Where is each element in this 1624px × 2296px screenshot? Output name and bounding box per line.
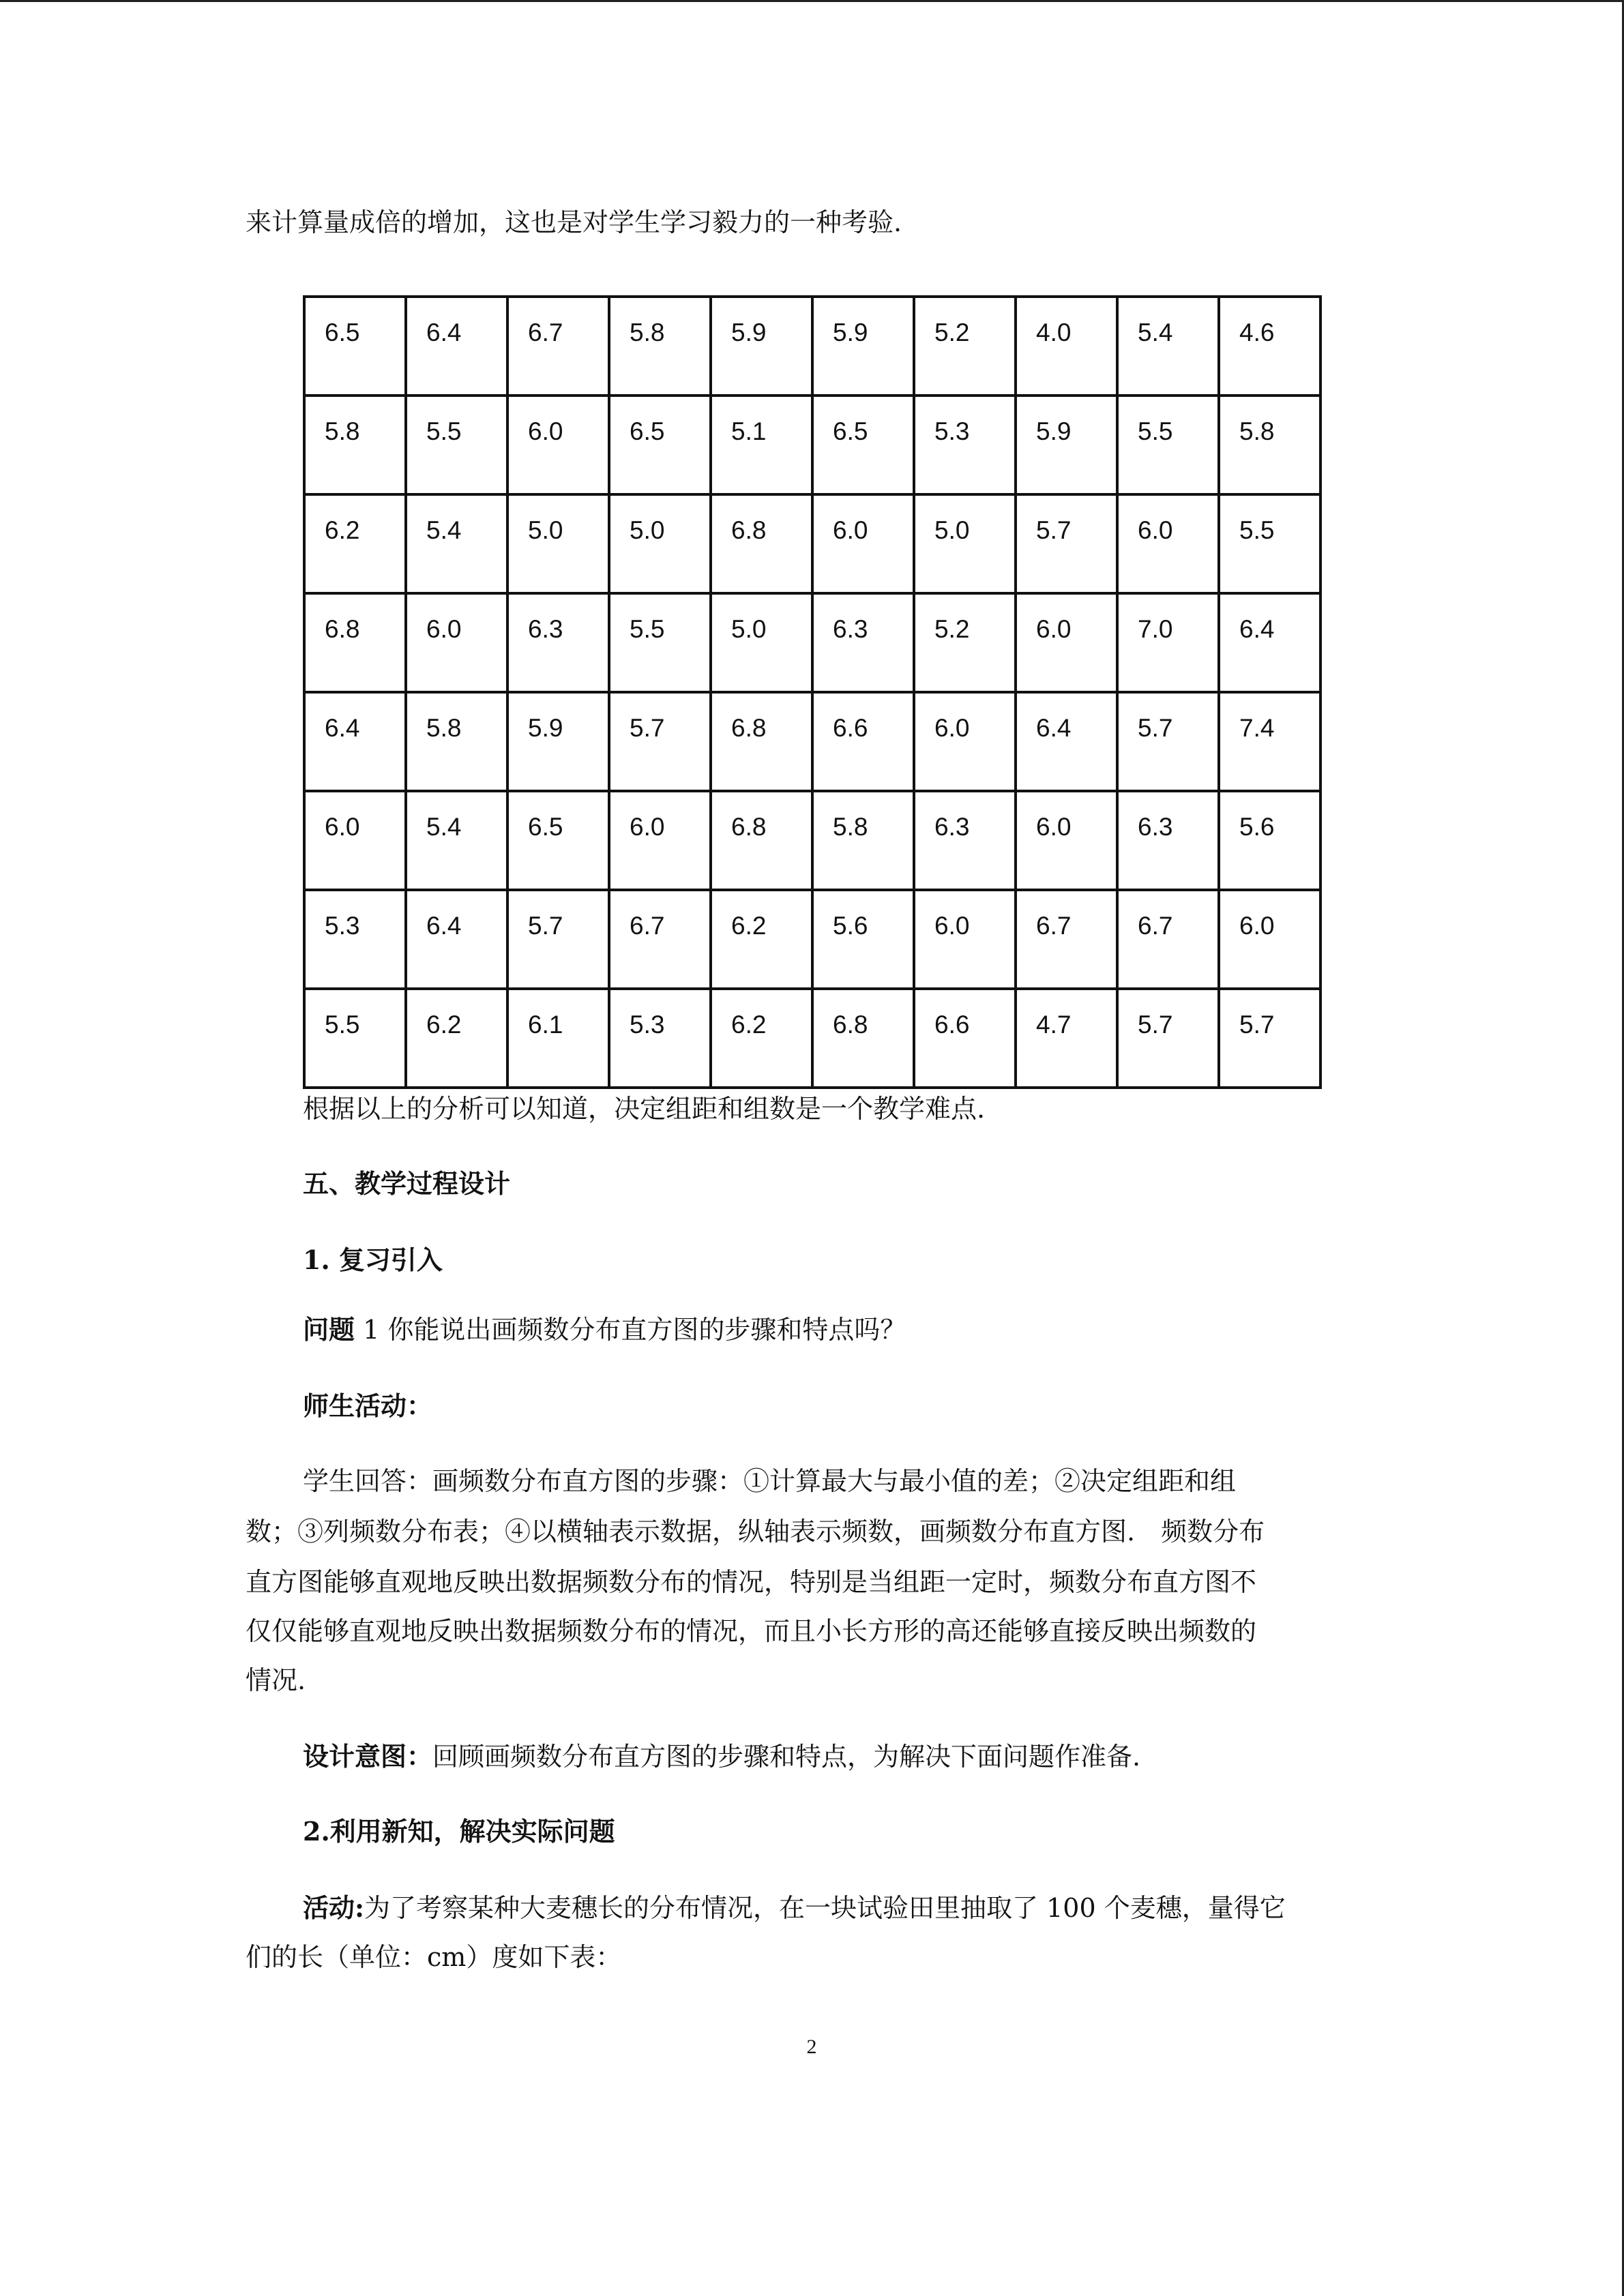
table-cell: 6.4 (1016, 692, 1117, 791)
table-row (304, 494, 1320, 593)
table-cell: 5.8 (609, 297, 711, 396)
table-cell: 6.6 (914, 989, 1016, 1088)
table-cell: 5.7 (507, 890, 609, 989)
table-cell: 6.0 (812, 494, 914, 593)
table-cell: 5.9 (812, 297, 914, 396)
table-cell: 6.4 (1219, 593, 1320, 692)
design-label: 设计意图： (303, 1741, 433, 1772)
question-text: 1 你能说出画频数分布直方图的步骤和特点吗？ (355, 1315, 906, 1345)
table-cell: 6.7 (1117, 890, 1219, 989)
wheat-length-table (303, 295, 1322, 1089)
table-cell: 5.7 (1219, 989, 1320, 1088)
table-cell: 6.0 (1016, 791, 1117, 890)
table-cell: 6.4 (304, 692, 406, 791)
table-cell: 5.9 (711, 297, 812, 396)
table-cell: 6.7 (609, 890, 711, 989)
subsection-two-heading: 2.利用新知，解决实际问题 (303, 1816, 615, 1847)
table-cell: 6.5 (507, 791, 609, 890)
table-cell: 5.3 (914, 396, 1016, 494)
section-five-heading: 五、教学过程设计 (303, 1168, 511, 1199)
table-row (304, 791, 1320, 890)
table-cell: 5.7 (1117, 989, 1219, 1088)
table-cell: 5.9 (507, 692, 609, 791)
table-cell: 6.2 (711, 989, 812, 1088)
table-cell: 5.4 (406, 791, 507, 890)
table-cell: 5.6 (812, 890, 914, 989)
activity-paragraph-line-2: 们的长（单位：cm）度如下表： (246, 1942, 622, 1972)
table-row (304, 297, 1320, 396)
table-cell: 6.0 (304, 791, 406, 890)
after-table-paragraph: 根据以上的分析可以知道，决定组距和组数是一个教学难点. (303, 1094, 986, 1124)
table-cell: 6.0 (914, 890, 1016, 989)
table-cell: 5.5 (609, 593, 711, 692)
table-row (304, 396, 1320, 494)
subsection-one-heading: 1. 复习引入 (303, 1244, 443, 1275)
table-cell: 6.0 (1016, 593, 1117, 692)
table-cell: 5.3 (609, 989, 711, 1088)
table-cell: 6.4 (406, 297, 507, 396)
table-body (304, 297, 1320, 1088)
table-cell: 6.2 (304, 494, 406, 593)
table-cell: 6.0 (914, 692, 1016, 791)
table-cell: 6.6 (812, 692, 914, 791)
table-cell: 5.5 (1219, 494, 1320, 593)
answer-line-3: 直方图能够直观地反映出数据频数分布的情况，特别是当组距一定时，频数分布直方图不 (246, 1567, 1257, 1597)
table-cell: 6.8 (711, 791, 812, 890)
table-cell: 5.6 (1219, 791, 1320, 890)
activity-label: 活动: (303, 1892, 365, 1923)
table-cell: 5.8 (812, 791, 914, 890)
intro-continuation: 来计算量成倍的增加，这也是对学生学习毅力的一种考验. (246, 207, 902, 237)
table-cell: 6.0 (406, 593, 507, 692)
table-row (304, 692, 1320, 791)
page-border-top (0, 0, 1624, 2)
table-cell: 6.0 (1219, 890, 1320, 989)
table-cell: 5.5 (304, 989, 406, 1088)
page-number: 2 (806, 2036, 817, 2058)
table-cell: 5.4 (406, 494, 507, 593)
table-cell: 5.0 (507, 494, 609, 593)
design-intent (303, 1736, 1140, 1777)
table-cell: 5.7 (1117, 692, 1219, 791)
table-cell: 7.0 (1117, 593, 1219, 692)
table-cell: 5.7 (609, 692, 711, 791)
table-cell: 5.8 (406, 692, 507, 791)
design-text: 回顾画频数分布直方图的步骤和特点，为解决下面问题作准备. (432, 1742, 1141, 1772)
table-cell: 6.3 (507, 593, 609, 692)
table-row (304, 593, 1320, 692)
answer-line-2: 数；③列频数分布表；④以横轴表示数据，纵轴表示频数，画频数分布直方图. 频数分布 (246, 1517, 1265, 1547)
table-cell: 6.1 (507, 989, 609, 1088)
table-cell: 6.2 (711, 890, 812, 989)
activity-heading: 师生活动： (303, 1390, 433, 1421)
answer-line-4: 仅仅能够直观地反映出数据频数分布的情况，而且小长方形的高还能够直接反映出频数的 (246, 1616, 1257, 1646)
table-cell: 5.0 (609, 494, 711, 593)
table-cell: 6.8 (711, 692, 812, 791)
table-cell: 6.0 (1117, 494, 1219, 593)
table-cell: 5.5 (406, 396, 507, 494)
table-cell: 6.5 (304, 297, 406, 396)
activity-text-1: 为了考察某种大麦穗长的分布情况，在一块试验田里抽取了 100 个麦穗，量得它 (364, 1893, 1286, 1923)
table-cell: 6.8 (304, 593, 406, 692)
table-cell: 6.3 (914, 791, 1016, 890)
table-cell: 6.8 (711, 494, 812, 593)
table-cell: 5.3 (304, 890, 406, 989)
question-one (303, 1309, 906, 1350)
table-cell: 6.7 (1016, 890, 1117, 989)
table-cell: 6.0 (507, 396, 609, 494)
question-label: 问题 (303, 1314, 355, 1345)
table-cell: 7.4 (1219, 692, 1320, 791)
table-cell: 5.2 (914, 593, 1016, 692)
table-cell: 5.0 (711, 593, 812, 692)
table-cell: 6.5 (812, 396, 914, 494)
table-cell: 6.0 (609, 791, 711, 890)
table-cell: 4.0 (1016, 297, 1117, 396)
table-cell: 5.1 (711, 396, 812, 494)
table-cell: 5.5 (1117, 396, 1219, 494)
table-cell: 5.8 (1219, 396, 1320, 494)
table-row (304, 890, 1320, 989)
answer-line-5: 情况. (246, 1665, 306, 1695)
table-cell: 5.7 (1016, 494, 1117, 593)
table-cell: 4.7 (1016, 989, 1117, 1088)
table-cell: 5.9 (1016, 396, 1117, 494)
table-cell: 6.2 (406, 989, 507, 1088)
table-cell: 5.0 (914, 494, 1016, 593)
answer-line-1: 学生回答：画频数分布直方图的步骤：①计算最大与最小值的差；②决定组距和组 (303, 1466, 1237, 1496)
table-row (304, 989, 1320, 1088)
table-cell: 5.8 (304, 396, 406, 494)
table-cell: 4.6 (1219, 297, 1320, 396)
table-cell: 6.4 (406, 890, 507, 989)
table-cell: 6.8 (812, 989, 914, 1088)
table-cell: 5.4 (1117, 297, 1219, 396)
table-cell: 6.5 (609, 396, 711, 494)
table-cell: 6.3 (1117, 791, 1219, 890)
table-cell: 6.7 (507, 297, 609, 396)
table-cell: 5.2 (914, 297, 1016, 396)
table-cell: 6.3 (812, 593, 914, 692)
activity-paragraph-line-1 (303, 1888, 1286, 1928)
